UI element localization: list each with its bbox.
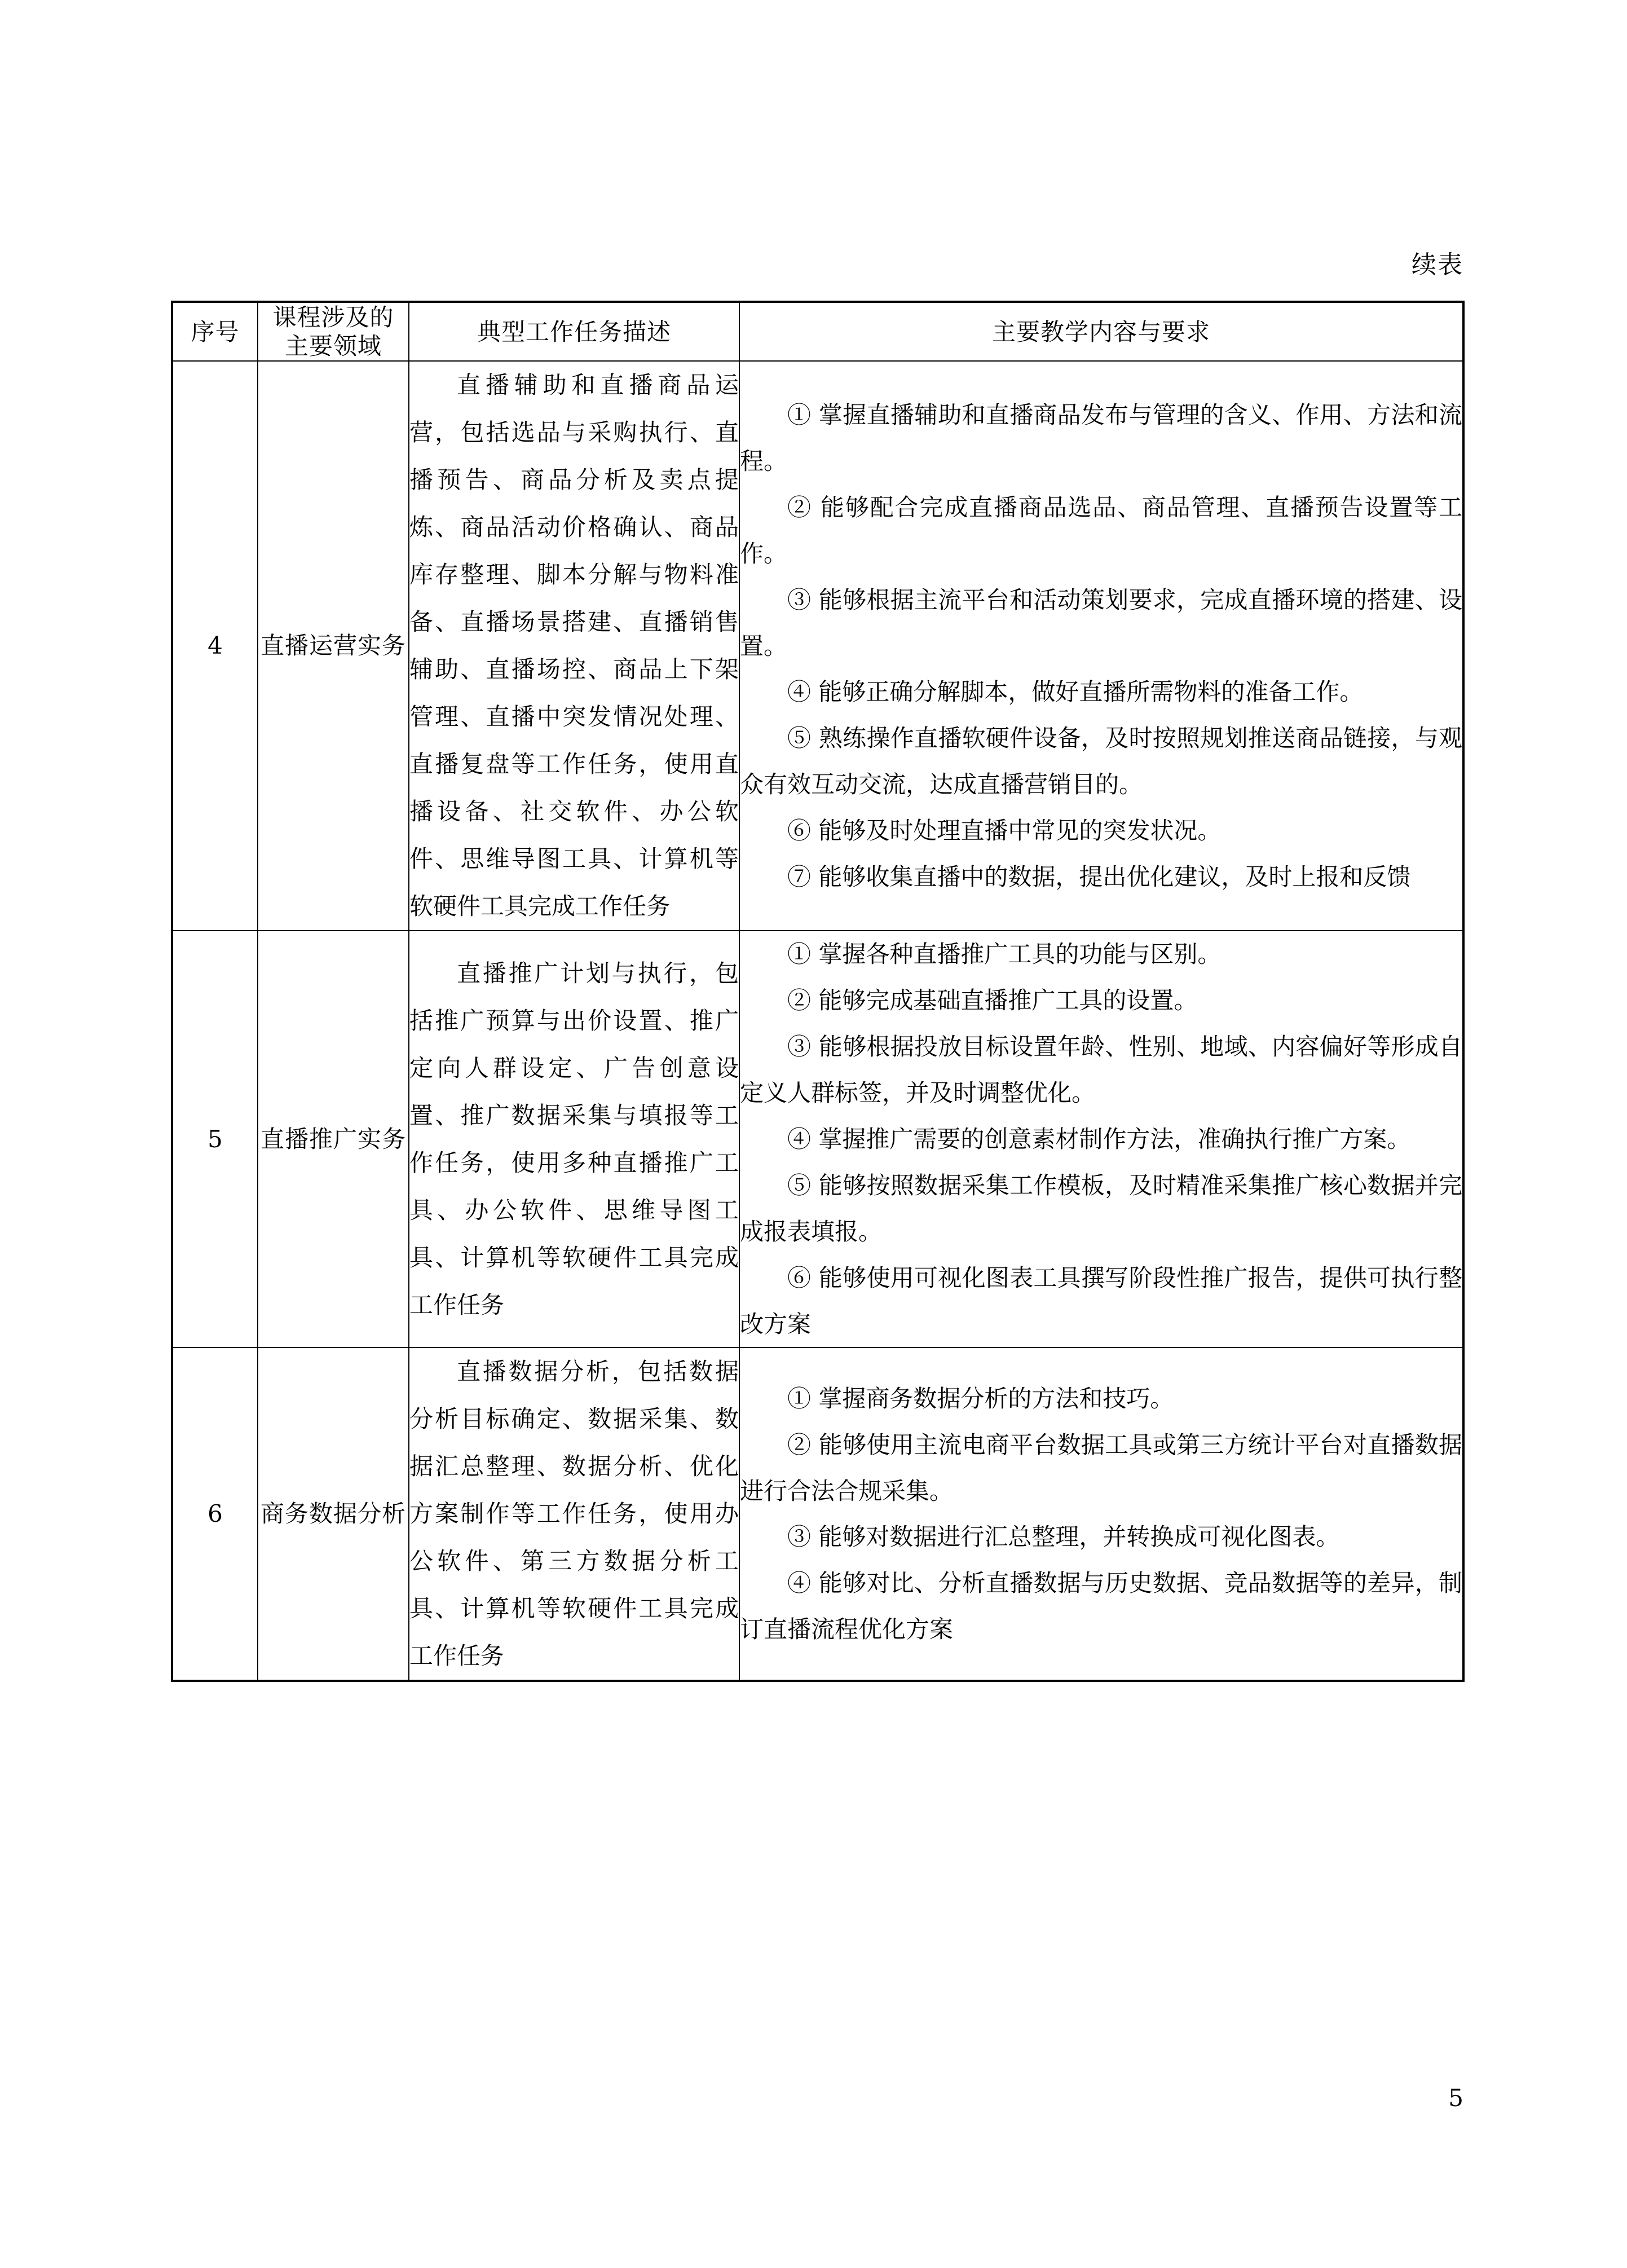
requirement-item: ⑤ 熟练操作直播软硬件设备，及时按照规划推送商品链接，与观众有效互动交流，达成直播营销目的。 <box>740 724 1462 799</box>
requirement-item: ⑤ 能够按照数据采集工作模板，及时精准采集推广核心数据并完成报表填报。 <box>740 1171 1462 1245</box>
page-number: 5 <box>1448 2084 1463 2112</box>
requirement-item: ⑥ 能够使用可视化图表工具撰写阶段性推广报告，提供可执行整改方案 <box>740 1263 1462 1338</box>
row-requirements <box>739 361 1463 931</box>
row-area: 直播推广实务 <box>258 931 409 1347</box>
requirement-item: ① 掌握直播辅助和直播商品发布与管理的含义、作用、方法和流程。 <box>740 401 1462 475</box>
requirement-item: ④ 掌握推广需要的创意素材制作方法，准确执行推广方案。 <box>787 1125 1411 1153</box>
requirement-item: ③ 能够根据主流平台和活动策划要求，完成直播环境的搭建、设置。 <box>740 585 1462 660</box>
requirement-item: ③ 能够对数据进行汇总整理，并转换成可视化图表。 <box>787 1523 1340 1551</box>
requirement-item: ③ 能够根据投放目标设置年龄、性别、地域、内容偏好等形成自定义人群标签，并及时调整优化。 <box>740 1033 1462 1107</box>
row-number: 4 <box>172 361 258 931</box>
row-task-description: 直播数据分析，包括数据分析目标确定、数据采集、数据汇总整理、数据分析、优化方案制作等工作任务，使用办公软件、第三方数据分析工具、计算机等软硬件工具完成工作任务 <box>409 1347 739 1681</box>
continued-table-label: 续表 <box>1412 250 1463 279</box>
requirement-item: ② 能够使用主流电商平台数据工具或第三方统计平台对直播数据进行合法合规采集。 <box>740 1430 1462 1505</box>
requirement-item: ④ 能够正确分解脚本，做好直播所需物料的准备工作。 <box>787 678 1364 706</box>
requirement-item: ① 掌握商务数据分析的方法和技巧。 <box>787 1384 1174 1412</box>
table-row <box>172 361 1463 931</box>
course-table <box>171 301 1465 1682</box>
header-cell-task: 典型工作任务描述 <box>409 302 739 361</box>
header-field-line2: 主要领域 <box>284 332 382 360</box>
row-area: 商务数据分析 <box>258 1347 409 1681</box>
header-field-line1: 课程涉及的 <box>272 303 394 331</box>
row-number: 6 <box>172 1347 258 1681</box>
requirement-item: ⑥ 能够及时处理直播中常见的突发状况。 <box>787 817 1222 845</box>
requirement-item: ④ 能够对比、分析直播数据与历史数据、竞品数据等的差异，制订直播流程优化方案 <box>740 1569 1462 1644</box>
row-requirements <box>739 1347 1463 1681</box>
row-area: 直播运营实务 <box>258 361 409 931</box>
requirement-item: ② 能够完成基础直播推广工具的设置。 <box>787 987 1198 1015</box>
requirement-item: ② 能够配合完成直播商品选品、商品管理、直播预告设置等工作。 <box>740 493 1462 567</box>
row-task-description: 直播推广计划与执行，包括推广预算与出价设置、推广定向人群设定、广告创意设置、推广数据采集与填报等工作任务，使用多种直播推广工具、办公软件、思维导图工具、计算机等软硬件工具完成工作任务 <box>409 931 739 1347</box>
course-table-wrapper <box>171 301 1462 1682</box>
row-task-description: 直播辅助和直播商品运营，包括选品与采购执行、直播预告、商品分析及卖点提炼、商品活动价格确认、商品库存整理、脚本分解与物料准备、直播场景搭建、直播销售辅助、直播场控、商品上下架管理、直播中突发情况处理、直播复盘等工作任务，使用直播设备、社交软件、办公软件、思维导图工具、计算机等软硬件工具完成工作任务 <box>409 361 739 931</box>
table-row <box>172 1347 1463 1681</box>
header-cell-field <box>258 302 409 361</box>
header-cell-requirements: 主要教学内容与要求 <box>739 302 1463 361</box>
requirement-item: ⑦ 能够收集直播中的数据，提出优化建议，及时上报和反馈 <box>787 862 1411 891</box>
row-requirements <box>739 931 1463 1347</box>
row-number: 5 <box>172 931 258 1347</box>
requirement-item: ① 掌握各种直播推广工具的功能与区别。 <box>787 940 1222 968</box>
table-header-row <box>172 302 1463 361</box>
table-row <box>172 931 1463 1347</box>
header-cell-no: 序号 <box>172 302 258 361</box>
